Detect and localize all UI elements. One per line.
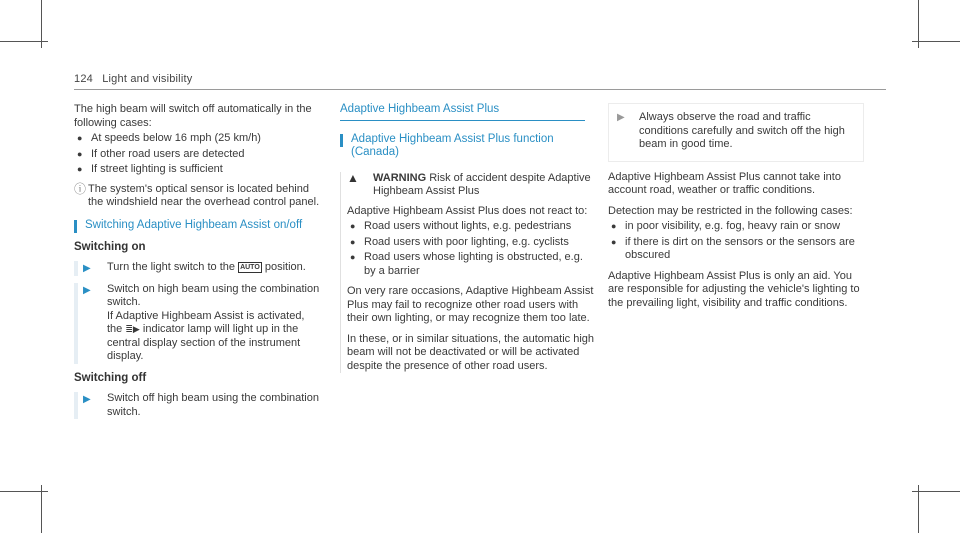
- warning-text: On very rare occasions, Adaptive Highbeam Assist Plus may fail to recognize other road users with their own lighting, or may recognize them too late.: [347, 285, 594, 324]
- instruction-step: ▶ Turn the light switch to the AUTO position.: [74, 261, 320, 276]
- switching-off-heading: Switching off: [74, 371, 147, 384]
- page-title: Adaptive Highbeam Assist Plus: [340, 103, 500, 115]
- list-item: ● Road users whose lighting is obstructed, e.g. by a barrier: [350, 251, 583, 277]
- running-header: [74, 73, 192, 85]
- list-item: ● Road users with poor lighting, e.g. cyclists: [350, 235, 569, 248]
- title-rule: [340, 120, 585, 121]
- header-title: Light and visibility: [102, 73, 193, 85]
- left-column: [74, 103, 320, 419]
- warning-text: Adaptive Highbeam Assist Plus does not react to:: [347, 204, 588, 217]
- list-item: ● if there is dirt on the sensors or the sensors are obscured: [611, 235, 855, 261]
- list-item: ● If other road users are detected: [74, 148, 320, 162]
- intro-text: The high beam will switch off automatically in the following cases:: [74, 103, 312, 129]
- section-heading: Adaptive Highbeam Assist Plus function (Canada): [340, 133, 595, 160]
- crop-mark: [41, 485, 42, 533]
- crop-mark: [912, 41, 960, 42]
- arrow-icon: ▶: [83, 284, 91, 296]
- bullet-icon: ●: [77, 164, 83, 174]
- note-box: ▶ Always observe the road and traffic conditions carefully and switch off the high beam in good time.: [608, 103, 864, 162]
- bullet-icon: ●: [77, 133, 83, 143]
- crop-mark: [912, 491, 960, 492]
- warning-text: In these, or in similar situations, the automatic high beam will not be deactivated or will be activated despite the presence of other road users.: [347, 332, 595, 372]
- list-item: ● in poor visibility, e.g. fog, heavy rain or snow: [611, 220, 841, 232]
- arrow-icon: ▶: [83, 394, 91, 405]
- auto-key-icon: AUTO: [240, 264, 260, 271]
- bullet-icon: ●: [77, 148, 83, 159]
- warning-icon: ▲: [347, 170, 359, 185]
- warning-header: ▲ WARNING Risk of accident despite Adaptive Highbeam Assist Plus: [347, 172, 595, 199]
- right-column: [608, 103, 864, 310]
- body-text: Adaptive Highbeam Assist Plus is only an aid. You are responsible for adjusting the vehicle's lighting to the prevailing light, visibility and traffic conditions.: [608, 269, 860, 309]
- instruction-step: ▶ Switch off high beam using the combination switch.: [74, 392, 320, 419]
- instruction-step: ▶ Switch on high beam using the combination switch. If Adaptive Highbeam Assist is activated, the ≣▶ indicator lamp will light up in the central display section of the instrument display.: [74, 283, 320, 364]
- high-beam-indicator-icon: ≣▶: [125, 324, 140, 334]
- warning-box: [340, 172, 595, 374]
- middle-column: [340, 103, 595, 373]
- list-item: ● If street lighting is sufficient: [74, 163, 320, 177]
- arrow-icon: ▶: [83, 263, 91, 274]
- arrow-icon: ▶: [617, 112, 625, 123]
- body-text: Adaptive Highbeam Assist Plus cannot take into account road, weather or traffic conditions.: [608, 170, 841, 196]
- tip-note: ⓘ The system's optical sensor is located behind the windshield near the overhead control panel.: [74, 181, 320, 208]
- page-number: 124: [74, 73, 93, 85]
- list-item: ● Road users without lights, e.g. pedestrians: [350, 220, 572, 232]
- list-item: ● At speeds below 16 mph (25 km/h): [74, 132, 320, 146]
- crop-mark: [0, 491, 48, 492]
- body-text: Detection may be restricted in the following cases:: [608, 204, 853, 217]
- crop-mark: [918, 485, 919, 533]
- section-heading: Switching Adaptive Highbeam Assist on/off: [74, 219, 320, 233]
- crop-mark: [0, 41, 48, 42]
- header-rule: [74, 89, 886, 90]
- switching-on-heading: Switching on: [74, 240, 146, 253]
- info-icon: ⓘ: [74, 181, 87, 196]
